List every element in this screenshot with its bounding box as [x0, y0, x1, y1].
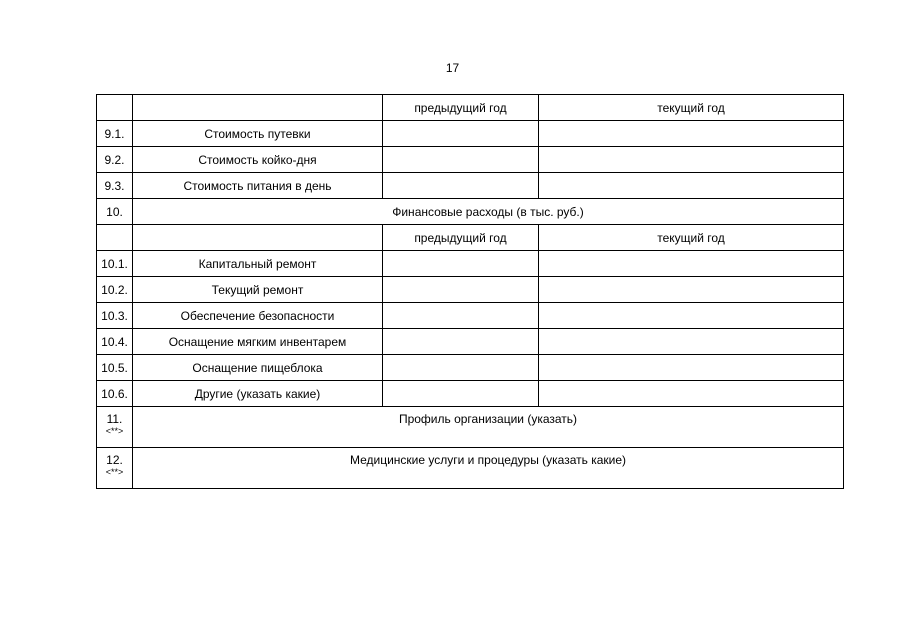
cur-year-cell[interactable]	[539, 381, 844, 407]
table-row	[97, 147, 844, 173]
row-label: Оснащение мягким инвентарем	[133, 329, 383, 355]
page-number: 17	[445, 61, 460, 75]
row-label: Стоимость путевки	[133, 121, 383, 147]
table-row	[97, 407, 844, 448]
column-header-cur-year: текущий год	[539, 225, 844, 251]
cur-year-cell[interactable]	[539, 303, 844, 329]
row-label: Оснащение пищеблока	[133, 355, 383, 381]
table-row	[97, 448, 844, 489]
prev-year-cell[interactable]	[383, 173, 539, 199]
table-row	[97, 199, 844, 225]
prev-year-cell[interactable]	[383, 329, 539, 355]
empty-cell	[133, 225, 383, 251]
table-row	[97, 121, 844, 147]
row-label: Текущий ремонт	[133, 277, 383, 303]
cur-year-cell[interactable]	[539, 173, 844, 199]
cur-year-cell[interactable]	[539, 121, 844, 147]
row-number: 10.6.	[97, 381, 133, 407]
cur-year-cell[interactable]	[539, 355, 844, 381]
prev-year-cell[interactable]	[383, 381, 539, 407]
table-row	[97, 173, 844, 199]
row-number: 10.1.	[97, 251, 133, 277]
table-row	[97, 303, 844, 329]
column-header-prev-year: предыдущий год	[383, 225, 539, 251]
empty-cell	[97, 225, 133, 251]
section-title: Финансовые расходы (в тыс. руб.)	[133, 199, 844, 225]
table-row	[97, 225, 844, 251]
row-number-main: 11.	[106, 412, 123, 426]
table-row	[97, 277, 844, 303]
row-number: 10.2.	[97, 277, 133, 303]
row-number: 9.1.	[97, 121, 133, 147]
row-number: 9.3.	[97, 173, 133, 199]
row-label: Обеспечение безопасности	[133, 303, 383, 329]
row-label: Стоимость койко-дня	[133, 147, 383, 173]
row-number-note: <**>	[105, 426, 124, 436]
row-label: Другие (указать какие)	[133, 381, 383, 407]
row-number: 10.4.	[97, 329, 133, 355]
row-number	[97, 407, 133, 448]
prev-year-cell[interactable]	[383, 251, 539, 277]
row-number-main: 12.	[106, 453, 123, 467]
cur-year-cell[interactable]	[539, 277, 844, 303]
row-number-note: <**>	[105, 467, 124, 477]
table-row	[97, 95, 844, 121]
empty-cell	[133, 95, 383, 121]
column-header-cur-year: текущий год	[539, 95, 844, 121]
empty-cell	[97, 95, 133, 121]
table-row	[97, 355, 844, 381]
row-number: 10.3.	[97, 303, 133, 329]
prev-year-cell[interactable]	[383, 355, 539, 381]
row-label: Стоимость питания в день	[133, 173, 383, 199]
row-label: Капитальный ремонт	[133, 251, 383, 277]
table-row	[97, 381, 844, 407]
table-row	[97, 329, 844, 355]
row-number: 10.	[97, 199, 133, 225]
prev-year-cell[interactable]	[383, 121, 539, 147]
row-number	[97, 448, 133, 489]
section-title: Медицинские услуги и процедуры (указать какие)	[133, 448, 844, 489]
prev-year-cell[interactable]	[383, 303, 539, 329]
cur-year-cell[interactable]	[539, 251, 844, 277]
column-header-prev-year: предыдущий год	[383, 95, 539, 121]
table-row	[97, 251, 844, 277]
row-number: 9.2.	[97, 147, 133, 173]
section-title: Профиль организации (указать)	[133, 407, 844, 448]
prev-year-cell[interactable]	[383, 147, 539, 173]
form-table	[96, 94, 844, 489]
cur-year-cell[interactable]	[539, 147, 844, 173]
row-number: 10.5.	[97, 355, 133, 381]
cur-year-cell[interactable]	[539, 329, 844, 355]
prev-year-cell[interactable]	[383, 277, 539, 303]
